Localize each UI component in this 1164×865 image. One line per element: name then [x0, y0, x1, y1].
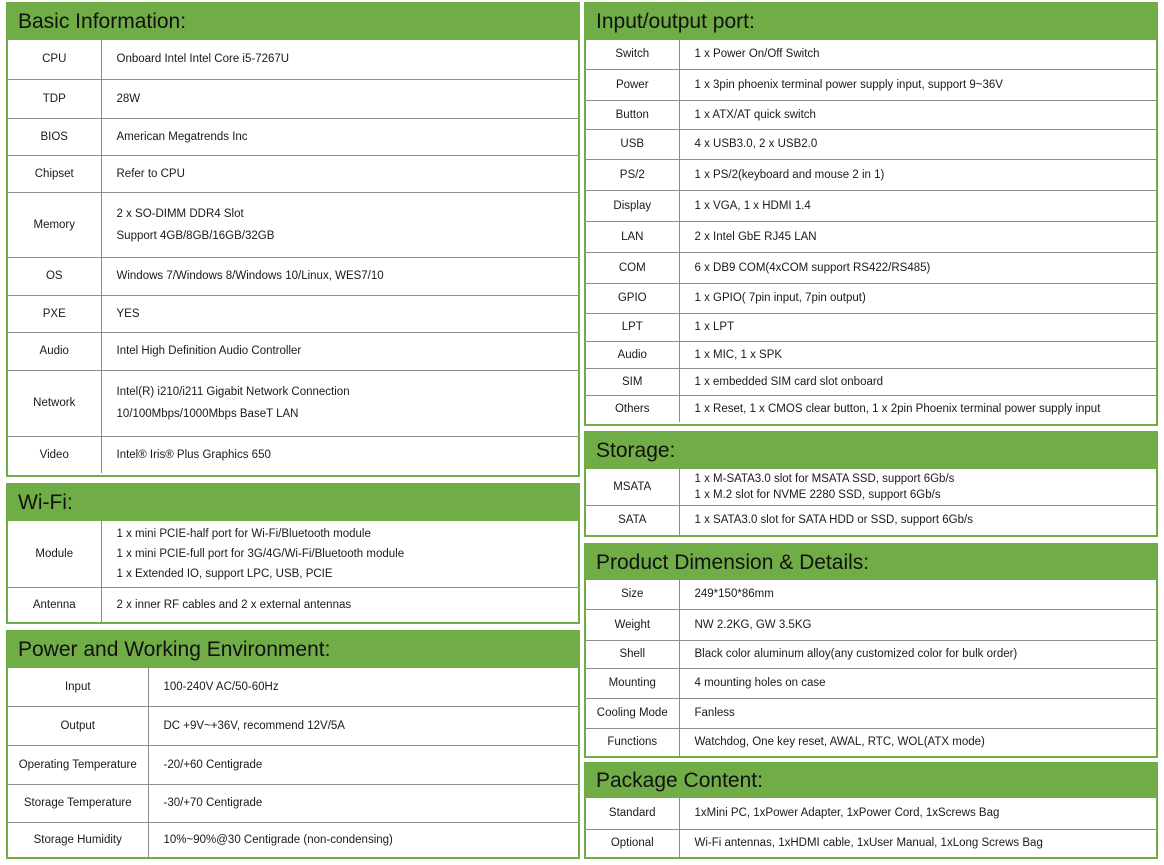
spec-label: Switch [586, 40, 679, 69]
spec-value [679, 698, 1156, 728]
spec-row [586, 341, 1156, 368]
spec-value [679, 69, 1156, 100]
spec-row [8, 332, 578, 370]
spec-value-line: 2 x inner RF cables and 2 x external antennas [116, 598, 352, 611]
spec-table [8, 668, 578, 857]
spec-row [8, 587, 578, 622]
spec-row [586, 159, 1156, 190]
spec-label: PS/2 [586, 159, 679, 190]
spec-label: USB [586, 129, 679, 159]
spec-value [101, 257, 578, 295]
section-title: Input/output port: [586, 4, 1156, 40]
spec-row [586, 829, 1156, 857]
spec-value [101, 155, 578, 192]
spec-value-line: Intel High Definition Audio Controller [116, 345, 302, 357]
spec-row [586, 728, 1156, 756]
spec-value [101, 192, 578, 257]
spec-table [586, 798, 1156, 857]
spec-row [586, 505, 1156, 535]
spec-value-line: 1 x 3pin phoenix terminal power supply input, support 9~36V [694, 78, 1003, 91]
spec-value [679, 313, 1156, 341]
spec-value-line: Watchdog, One key reset, AWAL, RTC, WOL(ATX mode) [694, 736, 985, 749]
spec-row [8, 706, 578, 745]
spec-value-line: 1 x Reset, 1 x CMOS clear button, 1 x 2pin Phoenix terminal power supply input [694, 402, 1101, 415]
spec-value-line: 1 x mini PCIE-half port for Wi-Fi/Bluetooth module [116, 527, 371, 540]
spec-value [679, 221, 1156, 252]
spec-value-line: American Megatrends Inc [116, 130, 248, 143]
spec-label: Functions [586, 728, 679, 756]
spec-value [101, 332, 578, 370]
spec-row [586, 313, 1156, 341]
spec-value-line: Windows 7/Windows 8/Windows 10/Linux, WES7/10 [116, 270, 384, 282]
spec-value [679, 829, 1156, 857]
spec-label: Operating Temperature [8, 745, 148, 784]
spec-label: Power [586, 69, 679, 100]
spec-value [679, 395, 1156, 422]
spec-label: COM [586, 252, 679, 283]
spec-label: Module [8, 521, 101, 587]
spec-row [586, 129, 1156, 159]
spec-label: Output [8, 706, 148, 745]
spec-value-line: 1 x M.2 slot for NVME 2280 SSD, support 6Gb/s [694, 488, 941, 501]
spec-table [586, 40, 1156, 422]
spec-label: Mounting [586, 668, 679, 698]
spec-value-line: 1 x MIC, 1 x SPK [694, 348, 783, 361]
wifi-section [6, 483, 580, 624]
spec-row [586, 283, 1156, 313]
spec-value-line: Intel® Iris® Plus Graphics 650 [116, 448, 271, 461]
section-title: Wi-Fi: [8, 485, 578, 521]
spec-label: Antenna [8, 587, 101, 622]
spec-value-line: 1 x mini PCIE-full port for 3G/4G/Wi-Fi/Bluetooth module [116, 547, 405, 560]
spec-value-line: 2 x SO-DIMM DDR4 Slot [116, 207, 244, 220]
spec-value [679, 609, 1156, 640]
spec-label: GPIO [586, 283, 679, 313]
spec-row [586, 640, 1156, 668]
spec-row [586, 368, 1156, 395]
spec-value [679, 129, 1156, 159]
spec-value-line: 10%~90%@30 Centigrade (non-condensing) [163, 833, 393, 846]
spec-row [586, 190, 1156, 221]
spec-value-line: Fanless [694, 707, 735, 719]
spec-row [8, 79, 578, 118]
spec-value [101, 118, 578, 155]
spec-value [148, 668, 578, 706]
spec-label: OS [8, 257, 101, 295]
spec-value [679, 100, 1156, 129]
spec-label: Display [586, 190, 679, 221]
spec-value-line: 1 x VGA, 1 x HDMI 1.4 [694, 199, 811, 212]
section-title: Package Content: [586, 764, 1156, 798]
spec-value [101, 79, 578, 118]
spec-label: Button [586, 100, 679, 129]
spec-value [101, 436, 578, 473]
spec-label: Audio [8, 332, 101, 370]
spec-row [586, 668, 1156, 698]
spec-table [8, 40, 578, 473]
spec-value-line: 1 x GPIO( 7pin input, 7pin output) [694, 292, 866, 304]
spec-label: Standard [586, 798, 679, 829]
spec-value-line: 249*150*86mm [694, 588, 774, 601]
spec-value-line: Onboard Intel Intel Core i5-7267U [116, 53, 290, 66]
spec-value [101, 370, 578, 436]
spec-value-line: Wi-Fi antennas, 1xHDMI cable, 1xUser Manual, 1xLong Screws Bag [694, 837, 1043, 850]
spec-row [8, 745, 578, 784]
spec-row [586, 221, 1156, 252]
spec-value [679, 40, 1156, 69]
spec-value-line: Black color aluminum alloy(any customized color for bulk order) [694, 648, 1018, 660]
spec-value-line: 1xMini PC, 1xPower Adapter, 1xPower Cord, 1xScrews Bag [694, 807, 1000, 820]
spec-row [8, 192, 578, 257]
spec-label: LPT [586, 313, 679, 341]
spec-row [586, 609, 1156, 640]
spec-label: Shell [586, 640, 679, 668]
spec-value-line: 2 x Intel GbE RJ45 LAN [694, 230, 817, 243]
spec-value-line: 4 mounting holes on case [694, 677, 826, 689]
spec-table [586, 580, 1156, 756]
spec-value [679, 640, 1156, 668]
section-title: Basic Information: [8, 4, 578, 40]
spec-value [148, 784, 578, 822]
spec-row [8, 370, 578, 436]
spec-value [679, 341, 1156, 368]
spec-value-line: -20/+60 Centigrade [163, 758, 263, 771]
spec-row [586, 40, 1156, 69]
spec-value-line: 1 x M-SATA3.0 slot for MSATA SSD, support 6Gb/s [694, 472, 955, 485]
spec-value-line: YES [116, 307, 140, 320]
spec-label: CPU [8, 40, 101, 79]
spec-value [679, 798, 1156, 829]
storage-section [584, 431, 1158, 537]
spec-value-line: 1 x SATA3.0 slot for SATA HDD or SSD, support 6Gb/s [694, 514, 973, 527]
basic-information-section [6, 2, 580, 477]
spec-row [8, 118, 578, 155]
spec-label: Weight [586, 609, 679, 640]
spec-value [101, 521, 578, 587]
spec-value [101, 295, 578, 332]
spec-label: PXE [8, 295, 101, 332]
spec-value-line: 100-240V AC/50-60Hz [163, 680, 279, 693]
spec-value-line: 1 x LPT [694, 321, 735, 333]
spec-value [148, 745, 578, 784]
section-title: Product Dimension & Details: [586, 545, 1156, 580]
spec-table [8, 521, 578, 622]
spec-value [679, 469, 1156, 505]
spec-label: SIM [586, 368, 679, 395]
spec-value-line: 6 x DB9 COM(4xCOM support RS422/RS485) [694, 261, 931, 274]
spec-value [679, 190, 1156, 221]
spec-value [101, 587, 578, 622]
spec-value-line: 28W [116, 92, 141, 105]
spec-value-line: Refer to CPU [116, 167, 185, 180]
spec-label: Input [8, 668, 148, 706]
spec-label: Audio [586, 341, 679, 368]
spec-value-line: -30/+70 Centigrade [163, 797, 263, 809]
spec-value-line: DC +9V~+36V, recommend 12V/5A [163, 719, 345, 732]
spec-row [586, 252, 1156, 283]
spec-row [8, 155, 578, 192]
spec-label: Size [586, 580, 679, 609]
spec-value-line: 10/100Mbps/1000Mbps BaseT LAN [116, 408, 299, 420]
spec-label: BIOS [8, 118, 101, 155]
section-title: Power and Working Environment: [8, 632, 578, 668]
spec-value [679, 580, 1156, 609]
spec-value [679, 668, 1156, 698]
spec-row [586, 469, 1156, 505]
spec-label: Others [586, 395, 679, 422]
spec-row [8, 295, 578, 332]
power-environment-section [6, 630, 580, 859]
spec-label: Cooling Mode [586, 698, 679, 728]
spec-label: Network [8, 370, 101, 436]
spec-label: LAN [586, 221, 679, 252]
spec-label: Video [8, 436, 101, 473]
spec-value-line: 1 x embedded SIM card slot onboard [694, 375, 884, 388]
spec-value [101, 40, 578, 79]
spec-value [148, 822, 578, 857]
dimension-details-section [584, 543, 1158, 758]
spec-value-line: NW 2.2KG, GW 3.5KG [694, 618, 812, 631]
spec-row [8, 436, 578, 473]
spec-label: Memory [8, 192, 101, 257]
spec-row [8, 521, 578, 587]
spec-row [586, 580, 1156, 609]
spec-row [8, 668, 578, 706]
spec-label: Storage Humidity [8, 822, 148, 857]
io-port-section [584, 2, 1158, 426]
spec-value-line: 1 x PS/2(keyboard and mouse 2 in 1) [694, 168, 885, 181]
spec-value-line: 1 x ATX/AT quick switch [694, 108, 816, 121]
spec-row [8, 40, 578, 79]
spec-label: Chipset [8, 155, 101, 192]
spec-row [8, 784, 578, 822]
section-title: Storage: [586, 433, 1156, 469]
spec-row [586, 798, 1156, 829]
spec-value-line: 4 x USB3.0, 2 x USB2.0 [694, 138, 818, 150]
spec-value [148, 706, 578, 745]
spec-label: Optional [586, 829, 679, 857]
spec-value [679, 159, 1156, 190]
spec-value-line: 1 x Extended IO, support LPC, USB, PCIE [116, 567, 333, 580]
spec-value-line: Support 4GB/8GB/16GB/32GB [116, 229, 275, 242]
spec-row [586, 100, 1156, 129]
spec-table [586, 469, 1156, 535]
spec-label: TDP [8, 79, 101, 118]
spec-value-line: 1 x Power On/Off Switch [694, 48, 820, 61]
spec-label: MSATA [586, 469, 679, 505]
spec-row [8, 822, 578, 857]
spec-value [679, 505, 1156, 535]
spec-value [679, 283, 1156, 313]
spec-row [8, 257, 578, 295]
spec-value [679, 368, 1156, 395]
spec-label: SATA [586, 505, 679, 535]
spec-row [586, 69, 1156, 100]
spec-value-line: Intel(R) i210/i211 Gigabit Network Connection [116, 386, 350, 398]
spec-value [679, 728, 1156, 756]
spec-row [586, 698, 1156, 728]
package-content-section [584, 762, 1158, 859]
spec-label: Storage Temperature [8, 784, 148, 822]
spec-row [586, 395, 1156, 422]
spec-value [679, 252, 1156, 283]
